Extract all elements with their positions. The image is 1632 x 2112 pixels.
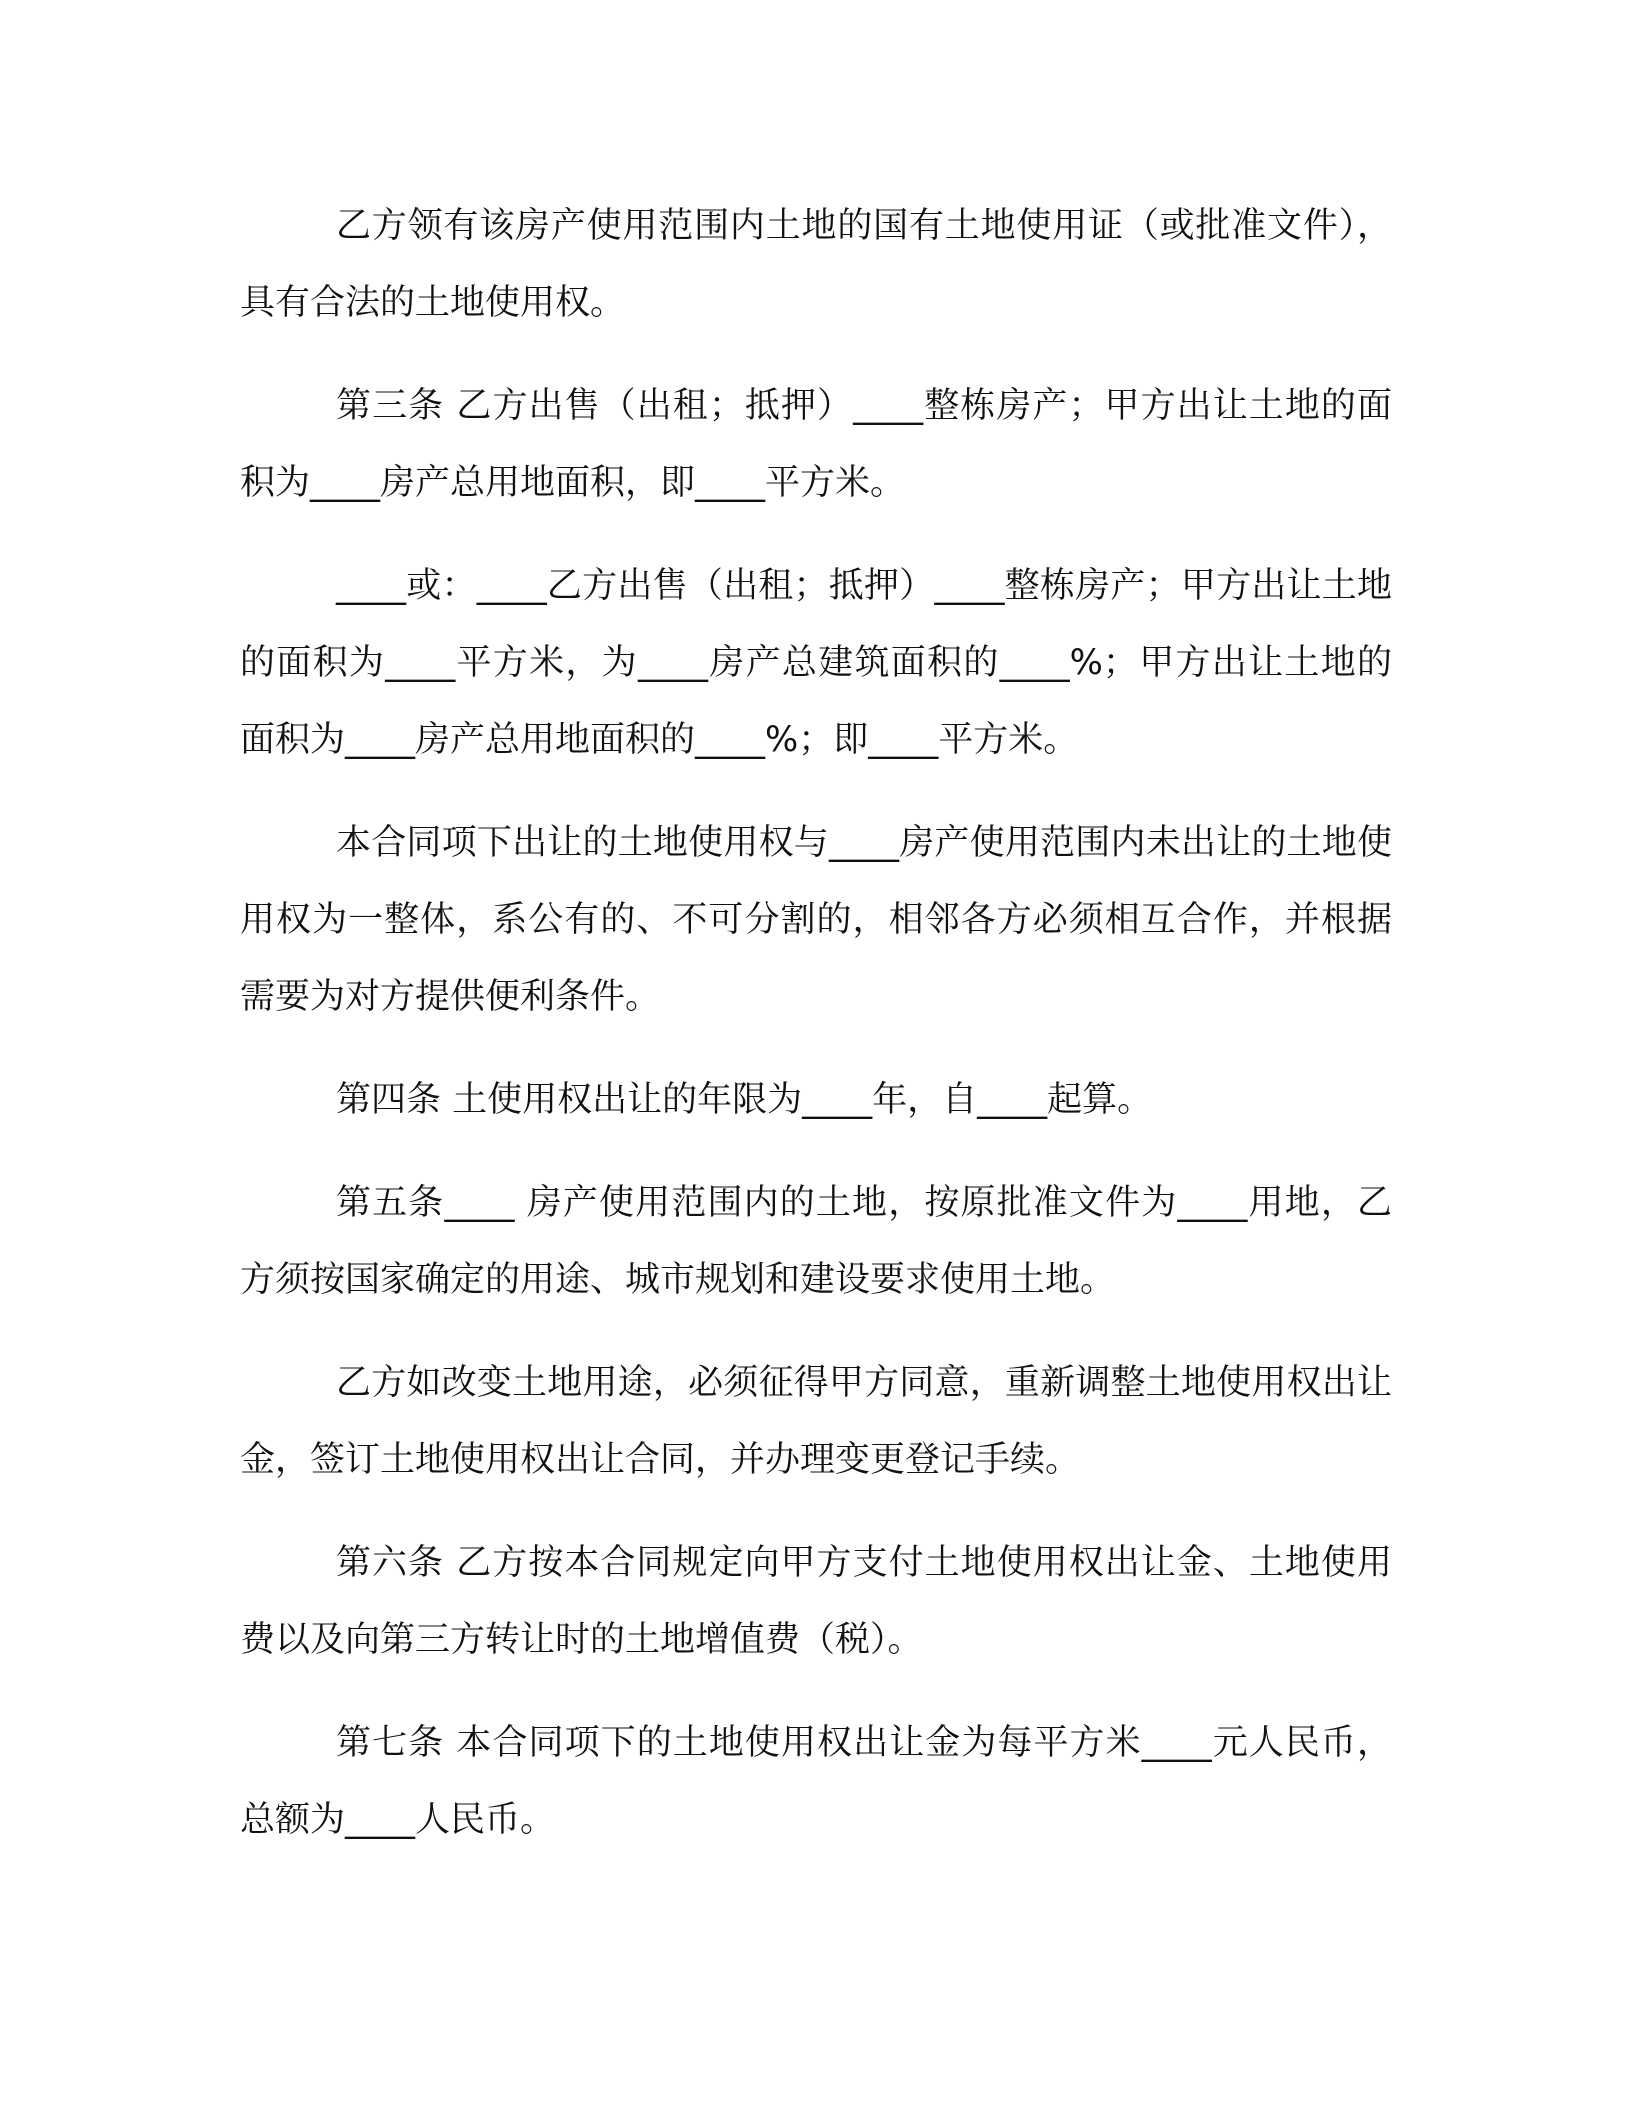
paragraph-change-land-use: 乙方如改变土地用途，必须征得甲方同意，重新调整土地使用权出让金，签订土地使用权出让合同，并办理变更登记手续。 — [240, 1363, 1392, 1480]
paragraph-undivided-land-use: 本合同项下出让的土地使用权与____房产使用范围内未出让的土地使用权为一整体，系公有的、不可分割的，相邻各方必须相互合作，并根据需要为对方提供便利条件。 — [240, 823, 1392, 1017]
paragraph-article-3-alternative: ____或：____乙方出售（出租；抵押）____整栋房产；甲方出让土地的面积为____平方米，为____房产总建筑面积的____%；甲方出让土地的面积为____房产总用地面积的____%；即____平方米。 — [240, 566, 1392, 760]
paragraph-land-certificate: 乙方领有该房产使用范围内土地的国有土地使用证（或批准文件），具有合法的土地使用权。 — [240, 206, 1392, 323]
paragraph-article-4: 第四条 土使用权出让的年限为____年，自____起算。 — [336, 1080, 1153, 1120]
paragraph-article-3: 第三条 乙方出售（出租；抵押）____整栋房产；甲方出让土地的面积为____房产总用地面积，即____平方米。 — [240, 386, 1392, 503]
paragraph-article-5: 第五条____ 房产使用范围内的土地，按原批准文件为____用地，乙方须按国家确定的用途、城市规划和建设要求使用土地。 — [240, 1183, 1392, 1300]
document-body — [240, 188, 1392, 1885]
paragraph-article-6: 第六条 乙方按本合同规定向甲方支付土地使用权出让金、土地使用费以及向第三方转让时的土地增值费（税）。 — [240, 1543, 1392, 1660]
paragraph-article-7: 第七条 本合同项下的土地使用权出让金为每平方米____元人民币，总额为____人民币。 — [240, 1723, 1392, 1840]
